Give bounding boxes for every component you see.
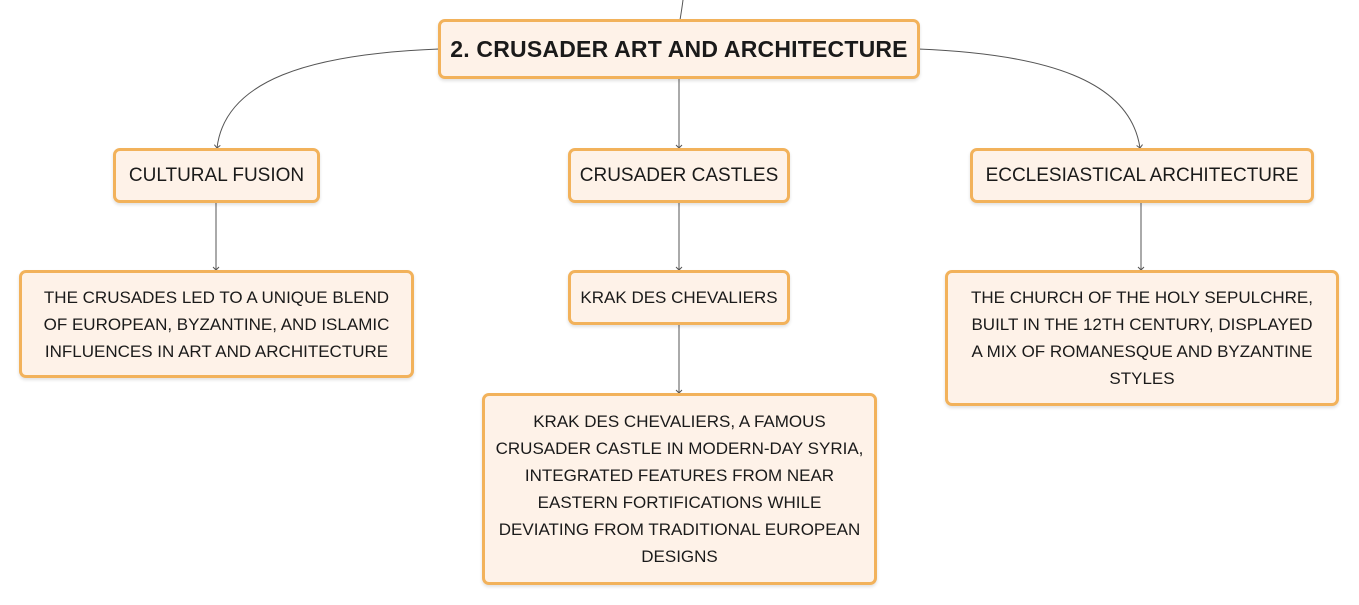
connector-parent-to-root: [680, 0, 683, 20]
sub-branch-node-krak-des-chevaliers[interactable]: [568, 270, 790, 325]
branch-node-label: CRUSADER CASTLES: [579, 164, 779, 186]
branch-node-crusader-castles[interactable]: [568, 148, 790, 203]
root-node[interactable]: [438, 19, 920, 79]
leaf-node-label: THE CRUSADES LED TO A UNIQUE BLEND OF EUROPEAN, BYZANTINE, AND ISLAMIC INFLUENCES IN ART AND ARCHITECTURE: [43, 287, 390, 361]
branch-node-label: ECCLESIASTICAL ARCHITECTURE: [985, 164, 1299, 186]
connector-root-to-ecclesiastical-architecture: [918, 49, 1140, 148]
branch-node-label: CULTURAL FUSION: [128, 164, 305, 186]
leaf-node-krak-description[interactable]: [482, 393, 877, 585]
leaf-node-ecclesiastical-description[interactable]: [945, 270, 1339, 406]
leaf-node-label: THE CHURCH OF THE HOLY SEPULCHRE, BUILT IN THE 12TH CENTURY, DISPLAYED A MIX OF ROMANESQUE AND BYZANTINE STYLES: [971, 288, 1313, 388]
root-node-label: 2. CRUSADER ART AND ARCHITECTURE: [450, 35, 908, 62]
connector-root-to-cultural-fusion: [217, 49, 439, 148]
sub-branch-node-label: KRAK DES CHEVALIERS: [580, 287, 778, 307]
branch-node-ecclesiastical-architecture[interactable]: [970, 148, 1314, 203]
leaf-node-cultural-fusion-description[interactable]: [19, 270, 414, 378]
leaf-node-label: KRAK DES CHEVALIERS, A FAMOUS CRUSADER CASTLE IN MODERN-DAY SYRIA, INTEGRATED FEATURES FROM NEAR EASTERN FORTIFICATIONS WHILE DEVIATING FROM TRADITIONAL EUROPEAN DESIGNS: [495, 412, 864, 566]
branch-node-cultural-fusion[interactable]: [113, 148, 320, 203]
